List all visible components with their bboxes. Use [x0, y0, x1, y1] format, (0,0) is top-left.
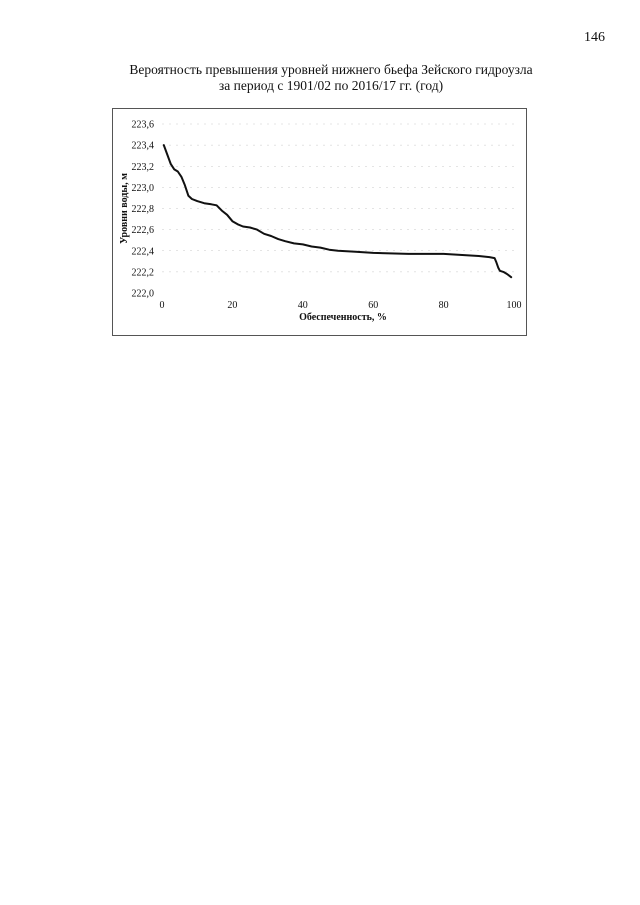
page-number: 146	[584, 30, 605, 45]
series	[164, 145, 511, 277]
y-tick-labels	[132, 120, 155, 300]
y-tick-label: 223,6	[131, 119, 154, 131]
x-tick-label: 40	[297, 300, 308, 311]
y-tick-label: 222,8	[131, 204, 154, 215]
y-tick-label: 222,4	[131, 246, 154, 258]
x-tick-labels	[160, 300, 522, 311]
x-tick-label: 20	[227, 300, 238, 311]
x-tick-label: 80	[438, 300, 449, 311]
y-tick-label: 223,2	[131, 161, 154, 173]
x-tick-label: 100	[506, 300, 522, 311]
y-tick-label: 223,0	[131, 182, 154, 194]
y-tick-label: 222,6	[131, 225, 154, 237]
series-line	[164, 145, 511, 277]
y-tick-label: 223,4	[131, 140, 154, 152]
x-tick-label: 60	[368, 300, 379, 311]
chart-title: Вероятность превышения уровней нижнего бьефа Зейского гидроузла	[129, 62, 533, 77]
y-tick-label: 222,2	[131, 267, 154, 279]
y-axis-title: Уровни воды, м	[119, 173, 130, 244]
y-tick-label: 222,0	[131, 288, 154, 300]
x-tick-label: 0	[159, 300, 165, 311]
x-axis-title: Обеспеченность, %	[299, 312, 387, 323]
chart-subtitle: за период с 1901/02 по 2016/17 гг. (год)	[218, 78, 444, 93]
